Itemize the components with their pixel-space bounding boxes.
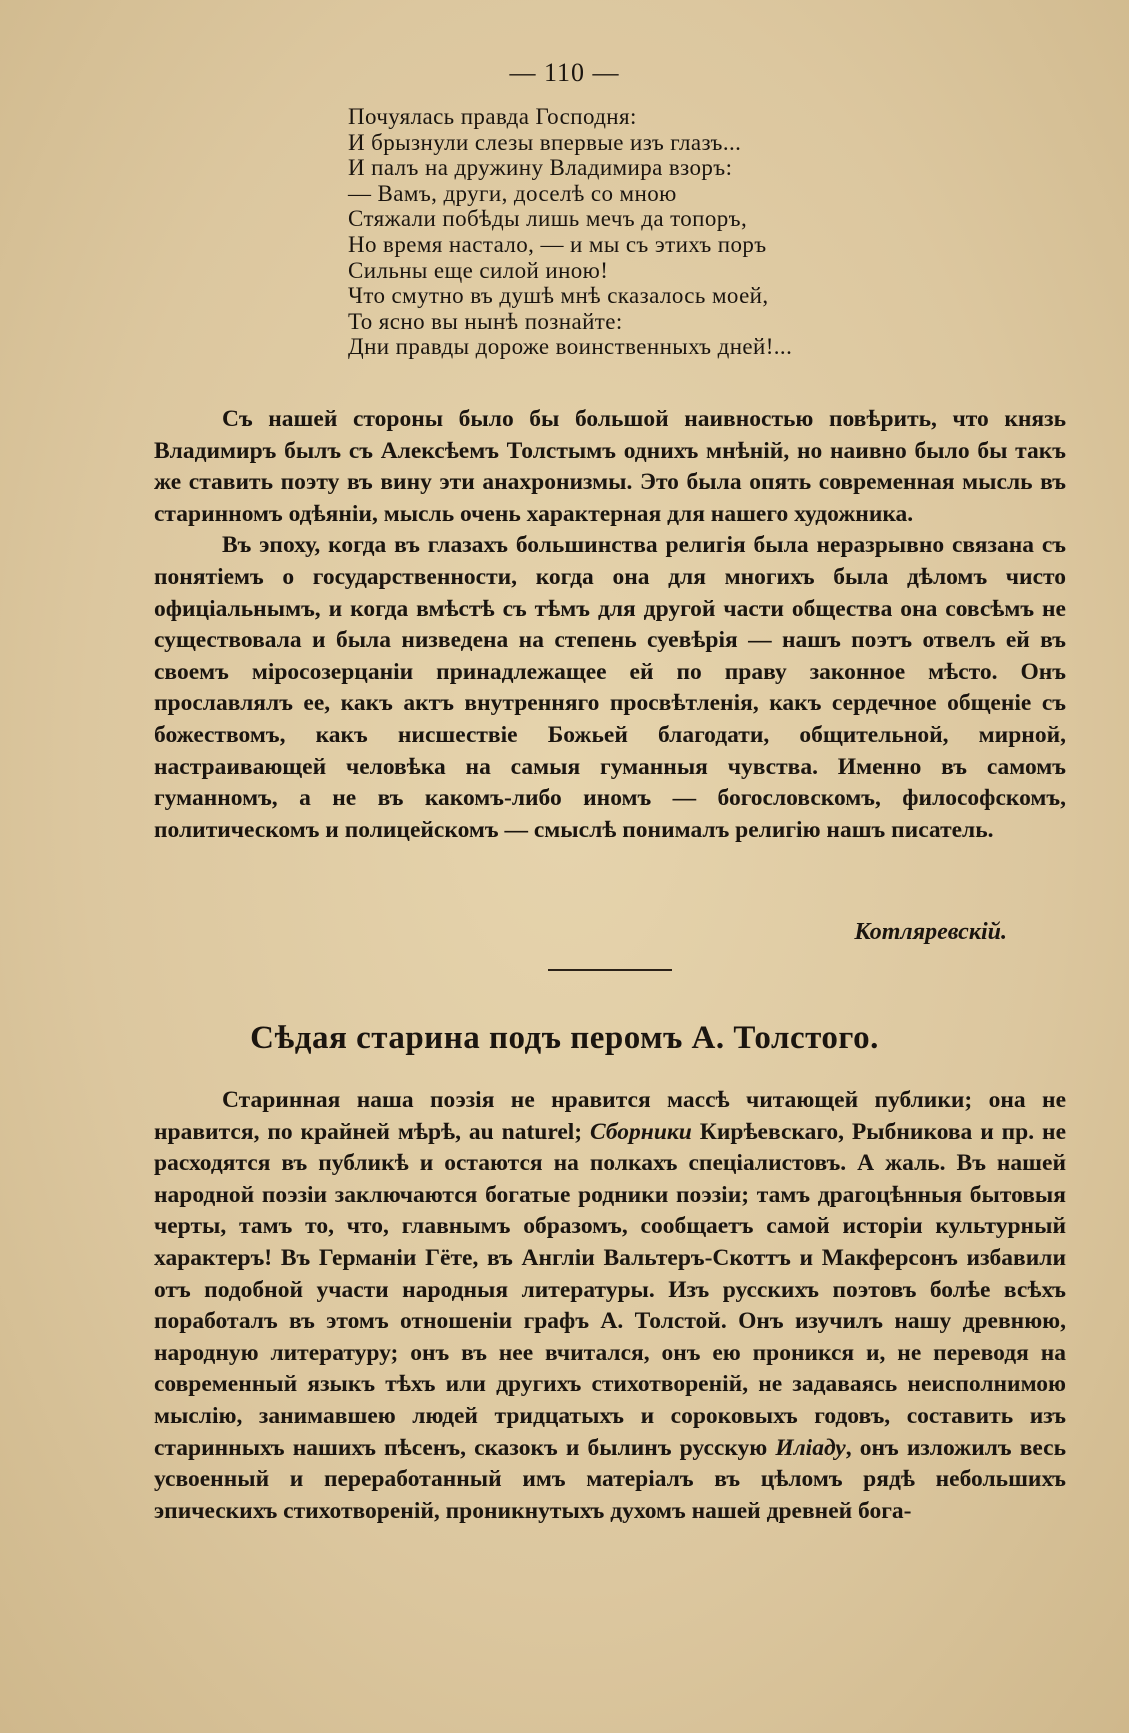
italic-title: Сборники [590, 1118, 692, 1145]
poem-line: — Вамъ, други, доселѣ со мною [348, 180, 677, 206]
section-heading: Сѣдая старина подъ перомъ А. Толстого. [250, 1020, 879, 1056]
text-run: Старинная наша поэзія не нравится массѣ читающей публики; она не нравится, по крайней мѣрѣ, au naturel; [154, 1087, 1066, 1145]
section-2-text [154, 1085, 1066, 1527]
poem-line: Дни правды дороже воинственныхъ дней!... [348, 334, 793, 360]
paragraph: Съ нашей стороны было бы большой наивностью повѣрить, что князь Владимиръ былъ съ Алексѣемъ Толстымъ однихъ мнѣній, но наивно было бы такъ же ставить поэту въ вину эти анахронизмы. Это была опять современная мысль въ старинномъ одѣяніи, мысль очень характерная для нашего художника. [154, 406, 1066, 527]
author-signature: Котляревскій. [854, 919, 1007, 945]
paragraph [154, 1085, 1066, 1527]
poem-line: И палъ на дружину Владимира взоръ: [348, 155, 733, 181]
paragraph: Въ эпоху, когда въ глазахъ большинства религія была неразрывно связана съ понятіемъ о государственности, когда она для многихъ была дѣломъ чисто офиціальнымъ, и когда вмѣстѣ съ тѣмъ для другой части общества она совсѣмъ не существовала и была низведена на степень суевѣрія — нашъ поэтъ отвелъ ей въ своемъ міросозерцаніи принадлежащее ей по праву законное мѣсто. Онъ прославлялъ ее, какъ актъ внутренняго просвѣтленія, какъ сердечное общеніе съ божествомъ, какъ нисшествіе Божьей благодати, общительной, мирной, настраивающей человѣка на самыя гуманныя чувства. Именно въ самомъ гуманномъ, а не въ какомъ-либо иномъ — богословскомъ, философскомъ, политическомъ и полицейскомъ — смыслѣ понималъ религію нашъ писатель. [154, 532, 1066, 843]
poem-line: То ясно вы нынѣ познайте: [348, 308, 623, 334]
text-run: , онъ изложилъ весь усвоенный и переработанный имъ матеріалъ въ цѣломъ рядѣ небольшихъ эпическихъ стихотвореній, проникнутыхъ духомъ нашей древней бога- [154, 1434, 1066, 1524]
text-run: Кирѣевскаго, Рыбникова и пр. не расходятся въ публикѣ и остаются на полкахъ спеціалистовъ. А жаль. Въ нашей народной поэзіи заключаются богатые родники поэзіи; тамъ драгоцѣнныя бытовыя черты, тамъ то, что, главнымъ образомъ, сообщаетъ самой исторіи культурный характеръ! Въ Германіи Гёте, въ Англіи Вальтеръ-Скоттъ и Макферсонъ избавили отъ подобной участи народныя литературы. Изъ русскихъ поэтовъ болѣе всѣхъ поработалъ въ этомъ отношеніи графъ А. Толстой. Онъ изучилъ нашу древнюю, народную литературу; онъ въ нее вчитался, онъ ею проникся и, не переводя на современный языкъ тѣхъ или другихъ стихотвореній, не задаваясь неисполнимою мыслію, занимавшею людей тридцатыхъ и сороковыхъ годовъ, составить изъ старинныхъ нашихъ пѣсенъ, сказокъ и былинъ русскую [154, 1118, 1066, 1461]
poem-line: Стяжали побѣды лишь мечъ да топоръ, [348, 206, 748, 232]
section-1-text [154, 404, 1066, 846]
poem-line: Сильны еще силой иною! [348, 257, 609, 283]
poem-block [348, 104, 908, 360]
poem-line: Что смутно въ душѣ мнѣ сказалось моей, [348, 283, 769, 309]
italic-title: Иліаду [775, 1434, 846, 1461]
poem-line: Почуялась правда Господня: [348, 104, 637, 129]
section-divider [548, 969, 672, 971]
poem-line: И брызнули слезы впервые изъ глазъ... [348, 129, 742, 155]
page-number: — 110 — [509, 58, 620, 87]
poem-line: Но время настало, — и мы съ этихъ поръ [348, 231, 767, 257]
